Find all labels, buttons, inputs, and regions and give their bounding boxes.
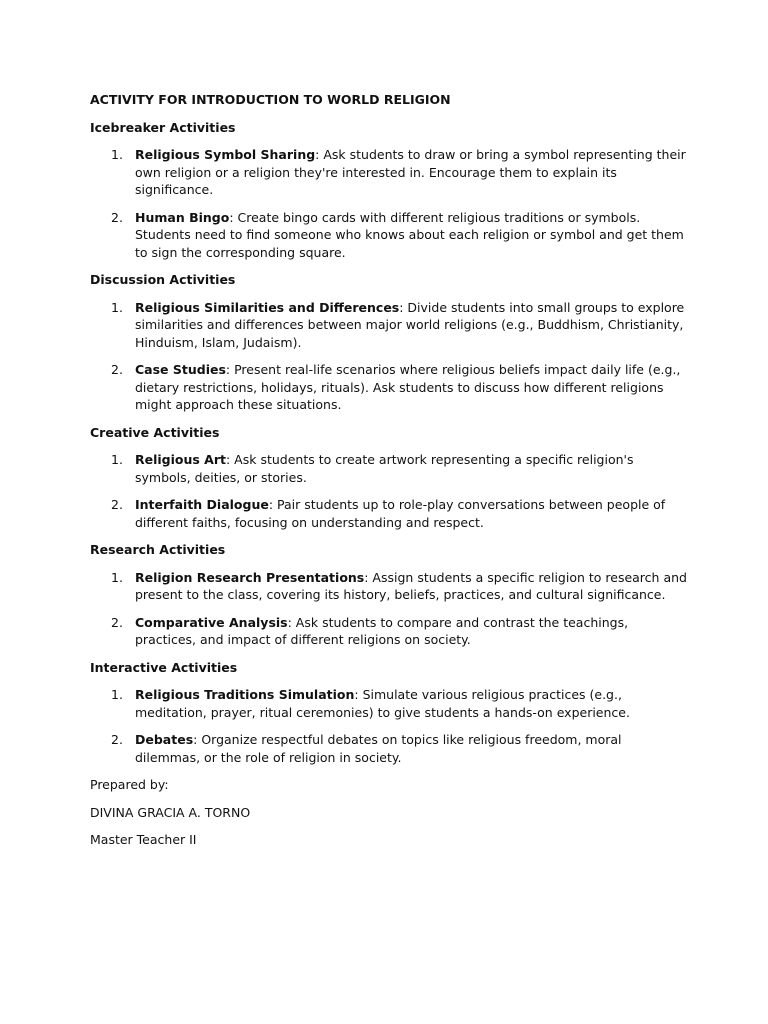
list-item-title: Debates	[135, 732, 194, 747]
list-item	[90, 614, 688, 649]
list-item	[90, 209, 688, 262]
list-item-description: : Ask students to draw or bring a symbol representing their own religion or a religion they're interested in. Encourage them to explain its significance.	[135, 147, 686, 197]
list-item-number: 1.	[111, 452, 123, 467]
activity-section	[90, 271, 688, 414]
section-heading: Creative Activities	[90, 424, 220, 440]
section-heading: Interactive Activities	[90, 659, 238, 675]
section-heading: Discussion Activities	[90, 272, 236, 287]
list-item-description: : Organize respectful debates on topics like religious freedom, moral dilemmas, or the role of religion in society.	[135, 732, 622, 765]
list-item-description: : Create bingo cards with different religious traditions or symbols. Students need to find someone who knows about each religion or symbol and get them to sign the corresponding square.	[135, 209, 684, 260]
author-name: DIVINA GRACIA A. TORNO	[90, 804, 251, 820]
section-heading: Research Activities	[90, 542, 226, 557]
list-item-description: : Simulate various religious practices (e.g., meditation, prayer, ritual ceremonies) to give students a hands-on experience.	[135, 687, 630, 720]
list-item-description: : Assign students a specific religion to research and present to the class, covering its history, beliefs, practices, and cultural significance.	[135, 569, 687, 602]
list-item-title: Case Studies	[135, 362, 226, 377]
list-item-title: Interfaith Dialogue	[135, 497, 269, 512]
list-item-title: Religious Symbol Sharing	[135, 147, 316, 162]
list-item	[90, 146, 688, 199]
section-heading: Icebreaker Activities	[90, 119, 236, 135]
list-item-number: 2.	[111, 732, 123, 747]
list-item-title: Religious Similarities and Differences	[135, 299, 400, 315]
list-item-title: Human Bingo	[135, 209, 230, 225]
list-item	[90, 569, 688, 604]
activity-section	[90, 424, 688, 532]
list-item	[90, 451, 688, 486]
activity-list	[90, 299, 688, 414]
list-item-number: 2.	[111, 362, 123, 377]
list-item-title: Comparative Analysis	[135, 614, 288, 630]
list-item-number: 1.	[111, 569, 123, 585]
author-position: Master Teacher II	[90, 832, 197, 847]
list-item-number: 1.	[111, 147, 123, 162]
list-item-title: Religious Art	[135, 452, 226, 467]
activity-list	[90, 686, 688, 766]
list-item	[90, 496, 688, 531]
list-item-number: 2.	[111, 614, 123, 630]
list-item-number: 2.	[111, 209, 123, 225]
list-item-description: : Ask students to create artwork representing a specific religion's symbols, deities, or stories.	[135, 452, 634, 485]
list-item-title: Religion Research Presentations	[135, 569, 365, 585]
list-item	[90, 361, 688, 414]
list-item	[90, 299, 688, 352]
activity-section	[90, 659, 688, 767]
list-item-title: Religious Traditions Simulation	[135, 687, 355, 702]
list-item-description: : Present real-life scenarios where religious beliefs impact daily life (e.g., dietary restrictions, holidays, rituals). Ask students to discuss how different religions might approach these situations.	[135, 362, 681, 412]
list-item-description: : Divide students into small groups to explore similarities and differences between major world religions (e.g., Buddhism, Christianity, Hinduism, Islam, Judaism).	[135, 299, 685, 350]
prepared-by-label: Prepared by:	[90, 777, 169, 792]
list-item-description: : Ask students to compare and contrast the teachings, practices, and impact of different religions on society.	[135, 614, 629, 647]
list-item-number: 1.	[111, 299, 123, 315]
activity-list	[90, 569, 688, 649]
activity-section	[90, 119, 688, 262]
activity-list	[90, 451, 688, 531]
activity-section	[90, 541, 688, 649]
document-title: ACTIVITY FOR INTRODUCTION TO WORLD RELIGION	[90, 92, 451, 107]
list-item	[90, 731, 688, 766]
activity-list	[90, 146, 688, 261]
activity-sections	[90, 119, 688, 767]
list-item-number: 1.	[111, 687, 123, 702]
list-item	[90, 686, 688, 721]
list-item-description: : Pair students up to role-play conversations between people of different faiths, focusing on understanding and respect.	[135, 497, 666, 530]
list-item-number: 2.	[111, 497, 123, 512]
